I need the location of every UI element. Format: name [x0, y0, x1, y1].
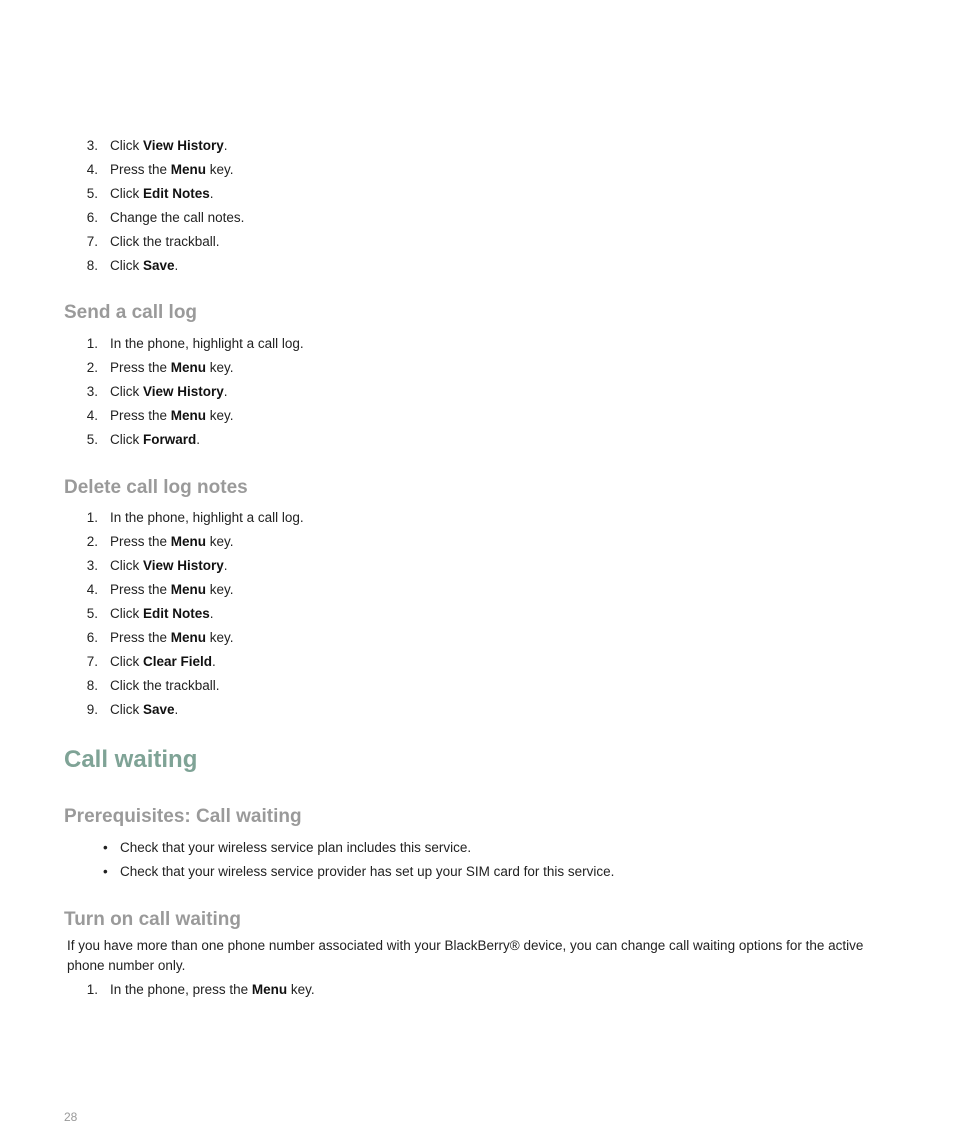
step-text-end: . [212, 654, 216, 669]
step-item [80, 650, 304, 674]
step-text-end: . [223, 138, 228, 153]
bullet-text: Check that your wireless service plan includes this service. [120, 840, 472, 855]
step-item [80, 506, 304, 530]
step-number: 3. [86, 384, 98, 399]
step-number: 7. [86, 654, 98, 669]
step-text: Click the trackball. [110, 678, 220, 693]
step-ui-term: Edit Notes [143, 606, 210, 621]
step-item [80, 404, 304, 428]
step-number: 1. [86, 982, 98, 997]
step-number: 1. [86, 336, 98, 351]
delete-call-log-notes-steps [80, 506, 304, 722]
turn-on-steps [80, 978, 315, 1002]
step-ui-term: Forward [143, 432, 197, 447]
send-call-log-heading: Send a call log [64, 302, 198, 323]
step-text-end: . [174, 258, 179, 273]
step-text: In the phone, press the [110, 982, 252, 997]
step-text-end: key. [206, 630, 234, 645]
step-number: 3. [86, 558, 98, 573]
step-ui-term: Save [143, 258, 175, 273]
step-text: Click [110, 702, 143, 717]
step-number: 3. [86, 138, 98, 153]
step-item [80, 578, 304, 602]
step-number: 1. [86, 510, 98, 525]
step-number: 9. [86, 702, 98, 717]
step-text: In the phone, highlight a call log. [110, 510, 304, 525]
step-item [80, 134, 244, 158]
step-text-end: key. [206, 582, 234, 597]
step-text: Click [110, 606, 143, 621]
step-number: 6. [86, 630, 98, 645]
step-ui-term: Menu [170, 408, 207, 423]
step-text: Press the [110, 630, 171, 645]
step-number: 8. [86, 258, 98, 273]
step-text-end: key. [206, 408, 234, 423]
step-text: Click [110, 186, 143, 201]
edit-notes-steps [80, 134, 244, 278]
step-item [80, 602, 304, 626]
step-text: Press the [110, 534, 171, 549]
turn-on-paragraph: If you have more than one phone number associated with your BlackBerry® device, you can change call waiting options for the active phone number only. [67, 938, 864, 973]
step-number: 2. [86, 360, 98, 375]
step-number: 5. [86, 606, 98, 621]
step-number: 4. [86, 408, 98, 423]
step-ui-term: Menu [170, 360, 207, 375]
step-ui-term: View History [143, 138, 224, 153]
step-item [80, 332, 304, 356]
step-text: Click [110, 654, 143, 669]
step-ui-term: Menu [170, 582, 207, 597]
step-text: Click the trackball. [110, 234, 220, 249]
step-text-end: key. [206, 360, 234, 375]
step-text: Click [110, 138, 143, 153]
step-number: 2. [86, 534, 98, 549]
step-number: 8. [86, 678, 98, 693]
step-text-end: . [223, 384, 228, 399]
step-item [80, 230, 244, 254]
step-item [80, 380, 304, 404]
step-text: Press the [110, 162, 171, 177]
bullet-item [100, 860, 614, 884]
step-text-end: . [209, 606, 214, 621]
step-item [80, 206, 244, 230]
step-ui-term: Menu [251, 982, 288, 997]
step-text-end: . [209, 186, 214, 201]
step-item [80, 978, 315, 1002]
step-number: 4. [86, 582, 98, 597]
step-item [80, 626, 304, 650]
step-ui-term: Save [143, 702, 175, 717]
step-text-end: . [196, 432, 201, 447]
step-text: Change the call notes. [110, 210, 245, 225]
step-text: Press the [110, 408, 171, 423]
step-text: Click [110, 432, 143, 447]
step-item [80, 182, 244, 206]
step-ui-term: View History [143, 558, 224, 573]
step-item [80, 554, 304, 578]
step-text: In the phone, highlight a call log. [110, 336, 304, 351]
step-number: 5. [86, 186, 98, 201]
step-text-end: key. [287, 982, 315, 997]
step-ui-term: Menu [170, 630, 207, 645]
step-text-end: key. [206, 162, 234, 177]
step-number: 6. [86, 210, 98, 225]
step-text-end: . [174, 702, 179, 717]
step-text: Click [110, 384, 143, 399]
bullet-dot: • [103, 864, 108, 879]
bullet-dot: • [103, 840, 108, 855]
prerequisites-heading: Prerequisites: Call waiting [64, 806, 302, 827]
step-text: Press the [110, 582, 171, 597]
step-ui-term: Edit Notes [143, 186, 210, 201]
step-text: Click [110, 258, 143, 273]
step-item [80, 674, 304, 698]
page-number: 28 [64, 1110, 78, 1124]
step-item [80, 158, 244, 182]
step-number: 7. [86, 234, 98, 249]
step-number: 4. [86, 162, 98, 177]
step-item [80, 356, 304, 380]
step-item [80, 698, 304, 722]
step-number: 5. [86, 432, 98, 447]
step-text-end: key. [206, 534, 234, 549]
call-waiting-heading: Call waiting [64, 746, 198, 773]
step-ui-term: View History [143, 384, 224, 399]
step-text: Click [110, 558, 143, 573]
bullet-item [100, 836, 614, 860]
step-text: Press the [110, 360, 171, 375]
prerequisites-list [100, 836, 614, 884]
step-item [80, 254, 244, 278]
step-item [80, 428, 304, 452]
step-text-end: . [223, 558, 228, 573]
step-ui-term: Menu [170, 534, 207, 549]
turn-on-call-waiting-heading: Turn on call waiting [64, 909, 241, 930]
step-ui-term: Menu [170, 162, 207, 177]
delete-call-log-notes-heading: Delete call log notes [64, 477, 248, 498]
bullet-text: Check that your wireless service provider has set up your SIM card for this service. [120, 864, 615, 879]
send-call-log-steps [80, 332, 304, 452]
step-item [80, 530, 304, 554]
step-ui-term: Clear Field [143, 654, 213, 669]
